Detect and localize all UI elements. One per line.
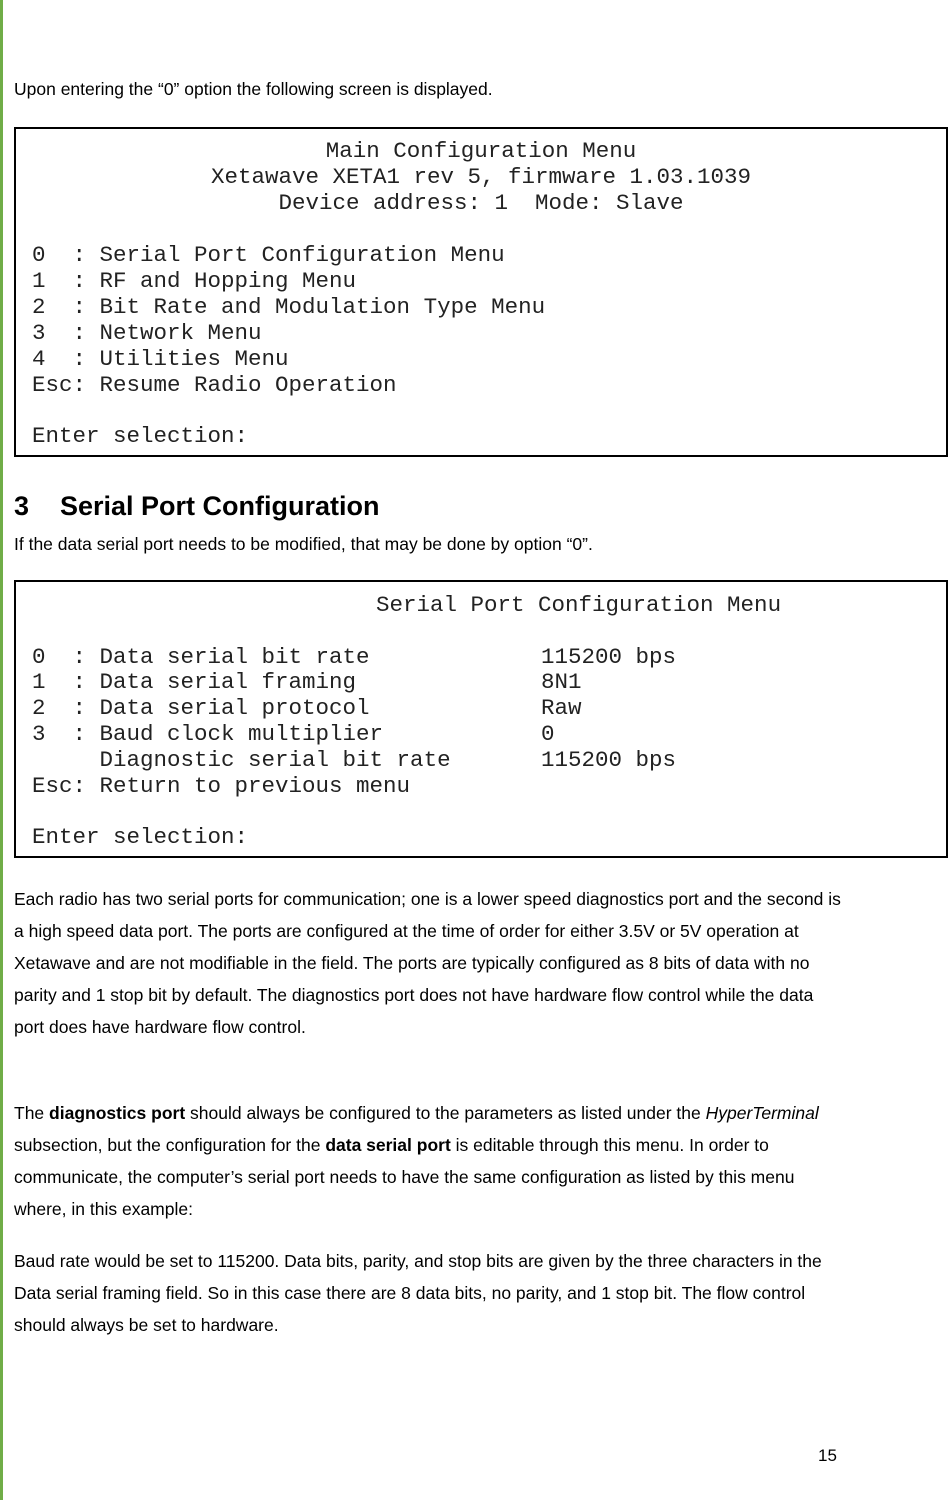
menu-item: 4 : Utilities Menu bbox=[32, 346, 289, 372]
section-heading bbox=[14, 486, 380, 526]
serial-row-value: Raw bbox=[541, 695, 582, 721]
serial-row-label: 1 : Data serial framing bbox=[32, 669, 357, 695]
serial-row-value: 8N1 bbox=[541, 669, 582, 695]
menu-item: 0 : Serial Port Configuration Menu bbox=[32, 242, 505, 268]
serial-menu-title: Serial Port Configuration Menu bbox=[376, 592, 782, 618]
serial-row-label: 2 : Data serial protocol bbox=[32, 695, 370, 721]
menu-item: 2 : Bit Rate and Modulation Type Menu bbox=[32, 294, 546, 320]
section-title: Serial Port Configuration bbox=[60, 491, 380, 521]
serial-menu-screen bbox=[14, 580, 948, 858]
section-number: 3 bbox=[14, 491, 30, 521]
page-margin-bar bbox=[0, 0, 3, 1500]
device-address-line: Device address: 1 Mode: Slave bbox=[278, 190, 684, 216]
serial-row-label: 0 : Data serial bit rate bbox=[32, 644, 370, 670]
menu-item: 1 : RF and Hopping Menu bbox=[32, 268, 357, 294]
serial-row-value: 115200 bps bbox=[541, 644, 677, 670]
text-run: subsection, but the configuration for the bbox=[14, 1135, 326, 1155]
selection-prompt: Enter selection: bbox=[32, 824, 249, 850]
body-paragraph-config bbox=[14, 1097, 844, 1225]
menu-item: 3 : Network Menu bbox=[32, 320, 262, 346]
text-run: should always be configured to the parameters as listed under the bbox=[185, 1103, 706, 1123]
body-paragraph-ports: Each radio has two serial ports for communication; one is a lower speed diagnostics port and the second is a high speed data port. The ports are configured at the time of order for either 3.5V or 5V operation at Xetawave and are not modifiable in the field. The ports are typically configured as 8 bits of data with no parity and 1 stop bit by default. The diagnostics port does not have hardware flow control while the data port does have hardware flow control. bbox=[14, 889, 841, 1037]
serial-row-label: Diagnostic serial bit rate bbox=[32, 747, 451, 773]
bold-term-data-serial-port: data serial port bbox=[325, 1135, 451, 1155]
page-number: 15 bbox=[818, 1446, 837, 1465]
menu-item: Esc: Resume Radio Operation bbox=[32, 372, 397, 398]
italic-term-hyperterminal: HyperTerminal bbox=[705, 1103, 819, 1123]
serial-row-value: 0 bbox=[541, 721, 555, 747]
serial-row-label: 3 : Baud clock multiplier bbox=[32, 721, 384, 747]
main-menu-title: Main Configuration Menu bbox=[325, 138, 637, 164]
text-run: The bbox=[14, 1103, 50, 1123]
bold-term-diagnostics-port: diagnostics port bbox=[49, 1103, 186, 1123]
text-run: is editable through this menu. In order to communicate, the computer’s serial port needs to have the same configuration as listed by this menu where, in this example: bbox=[14, 1135, 795, 1219]
selection-prompt: Enter selection: bbox=[32, 423, 249, 449]
intro-text: Upon entering the “0” option the following screen is displayed. bbox=[14, 79, 493, 99]
body-paragraph-baud: Baud rate would be set to 115200. Data bits, parity, and stop bits are given by the three characters in the Data serial framing field. So in this case there are 8 data bits, no parity, and 1 stop bit. The flow control should always be set to hardware. bbox=[14, 1251, 822, 1335]
main-menu-screen bbox=[14, 127, 948, 457]
serial-esc-option: Esc: Return to previous menu bbox=[32, 773, 411, 799]
serial-row-value: 115200 bps bbox=[541, 747, 677, 773]
section-intro-text: If the data serial port needs to be modified, that may be done by option “0”. bbox=[14, 534, 593, 554]
device-info-line: Xetawave XETA1 rev 5, firmware 1.03.1039 bbox=[210, 164, 752, 190]
